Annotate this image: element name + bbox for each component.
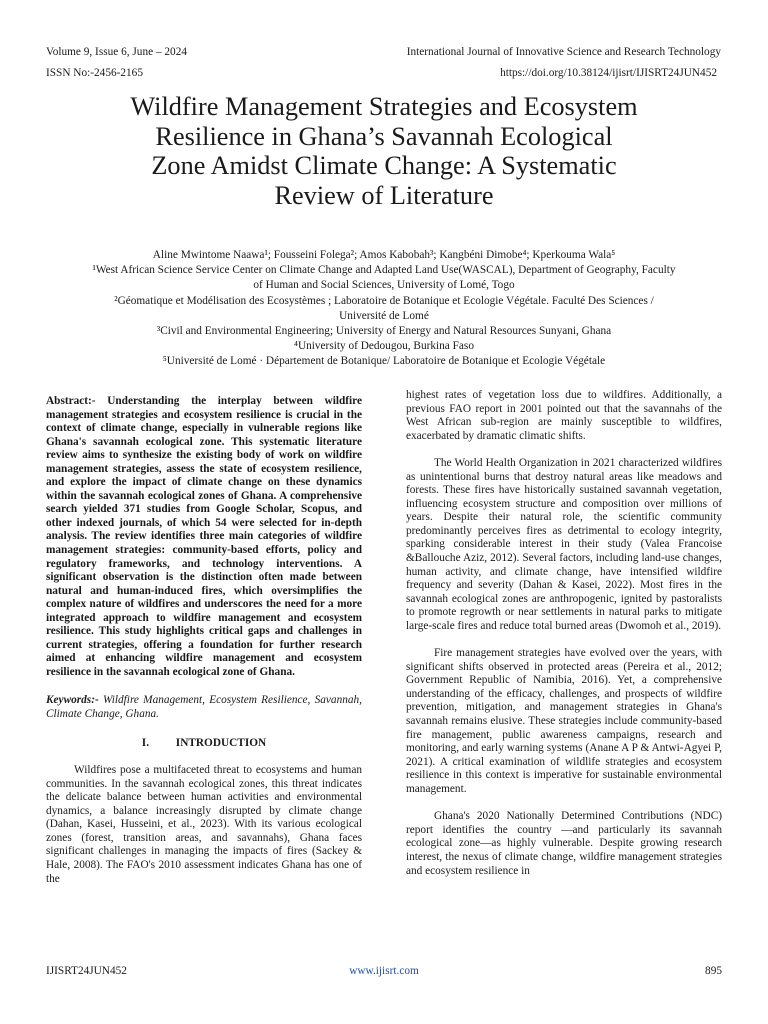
footer-code: IJISRT24JUN452	[46, 965, 127, 977]
doi-link[interactable]: https://doi.org/10.38124/ijisrt/IJISRT24JUN452	[500, 67, 717, 79]
section-number: I.	[141, 736, 150, 749]
title-line: Zone Amidst Climate Change: A Systematic	[151, 151, 617, 180]
volume-info: Volume 9, Issue 6, June – 2024	[46, 46, 187, 58]
author-list: Aline Mwintome Naawa¹; Fousseini Folega²; Amos Kabobah³; Kangbéni Dimobe⁴; Kperkouma Wala⁵	[152, 249, 616, 261]
body-paragraph: Wildfires pose a multifaceted threat to ecosystems and human communities. In the savannah ecological zones, this threat indicates the delicate balance between human activities and environmental dynamics, a balance increasingly disrupted by climate change (Dahan, Kasei, Husseini, et al., 2023). With its various ecological zones (forest, transition areas, and savannahs), Ghana faces significant challenges in managing the impacts of fires (Sackey & Hale, 2008). The FAO's 2010 assessment indicates Ghana has one of the	[46, 764, 362, 885]
affiliation: ⁴University of Dedougou, Burkina Faso	[294, 340, 474, 353]
affiliation: Université de Lomé	[339, 309, 429, 322]
abstract: Abstract:- Understanding the interplay between wildfire management strategies and ecosystem resilience is crucial in the context of climate change, especially in vulnerable regions like Ghana's savannah ecological zone. This systematic literature review aims to synthesize the existing body of work on wildfire management strategies, assess the state of ecosystem resilience, and explore the impact of climate change on these dynamics within the savannah ecological zones of Ghana. A comprehensive search yielded 371 studies from Google Scholar, Scopus, and other indexed journals, of which 54 were selected for in-depth analysis. The review identifies three main categories of wildfire management strategies: community-based efforts, policy and regulatory frameworks, and technology interventions. A significant observation is the distinction often made between natural and human-induced fires, which oversimplifies the complex nature of wildfires and underscores the need for a more integrated approach to wildfire management and ecosystem resilience. This study highlights critical gaps and challenges in current strategies, offering a foundation for further research aimed at enhancing wildfire management and ecosystem resilience in the savannah ecological zone of Ghana.	[46, 395, 362, 678]
footer-site-link[interactable]: www.ijisrt.com	[349, 965, 419, 977]
footer-site-wrap	[0, 965, 768, 977]
paper-title	[40, 92, 728, 210]
affiliation: ²Géomatique et Modélisation des Ecosystèmes ; Laboratoire de Botanique et Ecologie Végétale. Faculté Des Sciences /	[114, 294, 654, 307]
affiliation: ⁵Université de Lomé · Département de Botanique/ Laboratoire de Botanique et Ecologie Végétale	[162, 355, 606, 368]
title-line: Resilience in Ghana’s Savannah Ecological	[155, 121, 613, 151]
body-paragraph: Ghana's 2020 Nationally Determined Contributions (NDC) report identifies the country —and particularly its savannah ecological zone—as highly vulnerable. Despite growing research interest, the nexus of climate change, wildfire management strategies and ecosystem resilience in	[406, 810, 722, 877]
page-number: 895	[705, 965, 722, 977]
left-column	[46, 395, 362, 886]
title-line: Wildfire Management Strategies and Ecosystem	[130, 92, 638, 121]
affiliation: of Human and Social Sciences, University of Lomé, Togo	[253, 279, 515, 292]
affiliation: ¹West African Science Service Center on Climate Change and Adapted Land Use(WASCAL), Department of Geography, Faculty	[92, 264, 676, 277]
keywords-text: Wildfire Management, Ecosystem Resilience, Savannah, Climate Change, Ghana.	[46, 694, 362, 721]
body-paragraph: highest rates of vegetation loss due to wildfires. Additionally, a previous FAO report in 2001 pointed out that the savannahs of the West African sub-region are mainly susceptible to wildfires, exacerbated by dramatic climatic shifts.	[406, 389, 722, 442]
keywords-label: Keywords:-	[46, 694, 99, 707]
right-column	[406, 389, 722, 878]
section-heading	[46, 737, 362, 751]
affiliation: ³Civil and Environmental Engineering; University of Energy and Natural Resources Sunyani, Ghana	[156, 325, 612, 338]
section-title: INTRODUCTION	[175, 736, 267, 749]
journal-name: International Journal of Innovative Science and Research Technology	[406, 46, 721, 58]
issn: ISSN No:-2456-2165	[46, 67, 143, 79]
title-line: Review of Literature	[274, 180, 494, 210]
author-block	[40, 248, 728, 370]
body-paragraph: Fire management strategies have evolved over the years, with significant shifts observed in protected areas (Pereira et al., 2012; Government Republic of Namibia, 2016). Yet, a comprehensive understanding of the efficacy, challenges, and prospects of wildfire prevention, mitigation, and management strategies in Ghana's savannah remains elusive. These strategies include community-based fire management, public awareness campaigns, research and monitoring, and early warning systems (Anane A P & Antwi-Agyei P, 2021). A critical examination of wildlife strategies and ecosystem resilience in this context is imperative for sustainable environmental management.	[406, 647, 722, 795]
body-paragraph: The World Health Organization in 2021 characterized wildfires as unintentional burns that destroy natural areas like meadows and forests. These fires have historically sustained savannah vegetation, influencing ecosystem structure and composition over millions of years. Despite their natural role, the scientific community predominantly perceives fires as detrimental to ecology integrity, sparking considerable interest in their study (Valea Francoise &Ballouche Aziz, 2012). Several factors, including land-use changes, human activity, and climate change, have intensified wildfire frequency and severity (Dahan & Kasei, 2022). Most fires in the savannah ecological zones are anthropogenic, ignited by pastoralists to promote regrowth or near settlements in natural parks to mitigate large-scale fires and reduce total burned areas (Dwomoh et al., 2019).	[406, 457, 722, 632]
keywords	[46, 694, 362, 721]
